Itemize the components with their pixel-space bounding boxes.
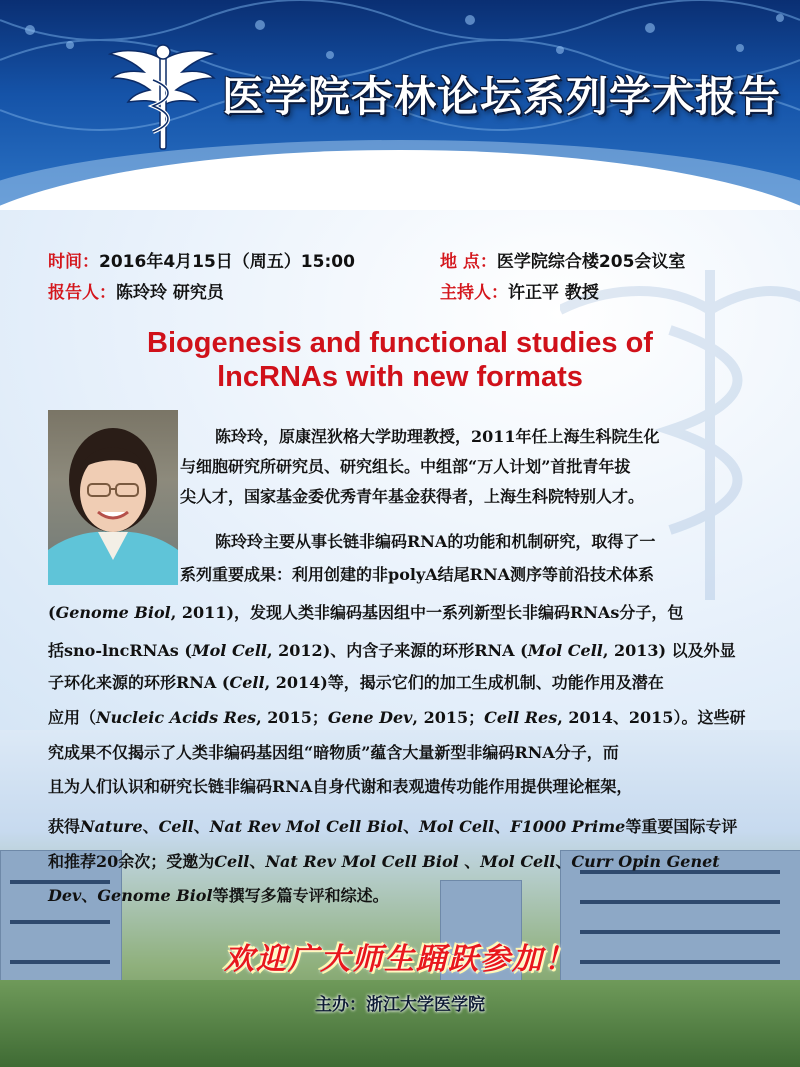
- journal-name: Mol Cell: [419, 817, 495, 836]
- journal-name: Dev: [48, 886, 82, 905]
- window-row: [580, 900, 780, 904]
- organizer: 主办：浙江大学医学院: [315, 995, 485, 1015]
- bio-text: 和推荐20余次；受邀为: [48, 852, 215, 871]
- bio-text: 、: [193, 817, 210, 836]
- bio-line: 系列重要成果：利用创建的非polyA结尾RNA测序等前沿技术体系: [180, 565, 654, 584]
- welcome-slogan: 欢迎广大师生踊跃参加！: [224, 942, 576, 977]
- header-banner: [0, 0, 800, 210]
- journal-name: Cell: [229, 673, 265, 692]
- journal-name: Nucleic Acids Res: [96, 708, 257, 727]
- bio-line: 陈玲玲主要从事长链非编码RNA的功能和机制研究，取得了一: [215, 532, 656, 551]
- speaker-portrait: [48, 410, 178, 585]
- bio-text: (: [48, 603, 56, 622]
- bio-line: [48, 738, 619, 768]
- bio-text: 应用（: [48, 708, 97, 727]
- journal-name: Nat Rev Mol Cell Biol: [265, 852, 459, 871]
- bio-line: [48, 881, 389, 911]
- bio-text: 、: [249, 852, 266, 871]
- speaker-photo: [48, 410, 178, 585]
- bio-text: 、: [403, 817, 420, 836]
- bio-text: 、: [555, 852, 572, 871]
- bio-text: 、: [142, 817, 159, 836]
- bio-text: 究成果不仅揭示了人类非编码基因组“暗物质”蕴含大量新型非编码RNA分子，而: [48, 743, 619, 762]
- journal-name: Mol Cell: [527, 641, 603, 660]
- time-row: [48, 247, 355, 272]
- bio-text: , 2011)，发现人类非编码基因组中一系列新型长非编码RNAs分子，包: [170, 603, 684, 622]
- window-row: [10, 960, 110, 964]
- bio-text: 、: [458, 852, 481, 871]
- bio-text: , 2012)、内含子来源的环形RNA (: [267, 641, 528, 660]
- host-row: [440, 278, 599, 303]
- bio-line: [48, 847, 720, 877]
- journal-name: Nature: [80, 817, 143, 836]
- bio-text: 、: [81, 886, 98, 905]
- place-row: [440, 247, 685, 272]
- place-value: 医学院综合楼205会议室: [496, 252, 686, 272]
- journal-name: F1000 Prime: [510, 817, 626, 836]
- bio-text: 等重要国际专评: [625, 817, 738, 836]
- bio-text: 括sno-lncRNAs (: [48, 641, 192, 660]
- journal-name: Mol Cell: [480, 852, 556, 871]
- caduceus-wings-logo: [108, 40, 218, 155]
- bio-text: 等撰写多篇专评和综述。: [212, 886, 389, 905]
- bio-text: 且为人们认识和研究长链非编码RNA自身代谢和表观遗传功能作用提供理论框架，: [48, 777, 633, 796]
- journal-name: Cell: [158, 817, 194, 836]
- journal-name: Curr Opin Genet: [571, 852, 720, 871]
- bio-line: 与细胞研究所研究员、研究组长。中组部“万人计划”首批青年拔: [180, 457, 631, 476]
- bio-line: [48, 703, 745, 733]
- journal-name: Cell Res: [484, 708, 558, 727]
- bio-text: 子环化来源的环形RNA (: [48, 673, 230, 692]
- host-label: 主持人：: [440, 283, 508, 303]
- bio-text: , 2014)等，揭示它们的加工生成机制、功能作用及潜在: [264, 673, 664, 692]
- bio-line: [48, 772, 632, 802]
- talk-title-line: Biogenesis and functional studies of: [147, 327, 653, 359]
- bio-text: , 2013) 以及外显: [602, 641, 736, 660]
- journal-name: Gene Dev: [327, 708, 413, 727]
- journal-name: Genome Biol: [55, 603, 171, 622]
- bio-text: 获得: [48, 817, 81, 836]
- speaker-row: [48, 278, 224, 303]
- bio-text: 、: [494, 817, 511, 836]
- bio-line: [48, 636, 736, 666]
- bio-text: , 2015；: [256, 708, 328, 727]
- bio-line: 尖人才，国家基金委优秀青年基金获得者，上海生科院特别人才。: [180, 487, 645, 506]
- talk-title: [60, 326, 740, 394]
- window-row: [10, 920, 110, 924]
- journal-name: Genome Biol: [97, 886, 213, 905]
- bio-line: [48, 668, 664, 698]
- talk-title-line: lncRNAs with new formats: [217, 361, 583, 393]
- window-row: [580, 930, 780, 934]
- speaker-label: 报告人：: [48, 283, 116, 303]
- journal-name: Mol Cell: [191, 641, 268, 660]
- host-value: 许正平 教授: [508, 283, 599, 303]
- bio-line: 陈玲玲，原康涅狄格大学助理教授，2011年任上海生科院生化: [215, 427, 660, 446]
- bio-line: [48, 812, 737, 842]
- forum-title: 医学院杏林论坛系列学术报告: [222, 72, 782, 121]
- bio-text: , 2015；: [412, 708, 485, 727]
- bio-line: [48, 598, 683, 628]
- speaker-value: 陈玲玲 研究员: [116, 283, 224, 303]
- time-label: 时间：: [48, 252, 99, 272]
- bio-text: , 2014、2015）。这些研: [557, 708, 746, 727]
- journal-name: Nat Rev Mol Cell Biol: [209, 817, 404, 836]
- journal-name: Cell: [214, 852, 250, 871]
- time-value: 2016年4月15日（周五）15:00: [99, 252, 355, 272]
- place-label: 地 点：: [440, 252, 497, 272]
